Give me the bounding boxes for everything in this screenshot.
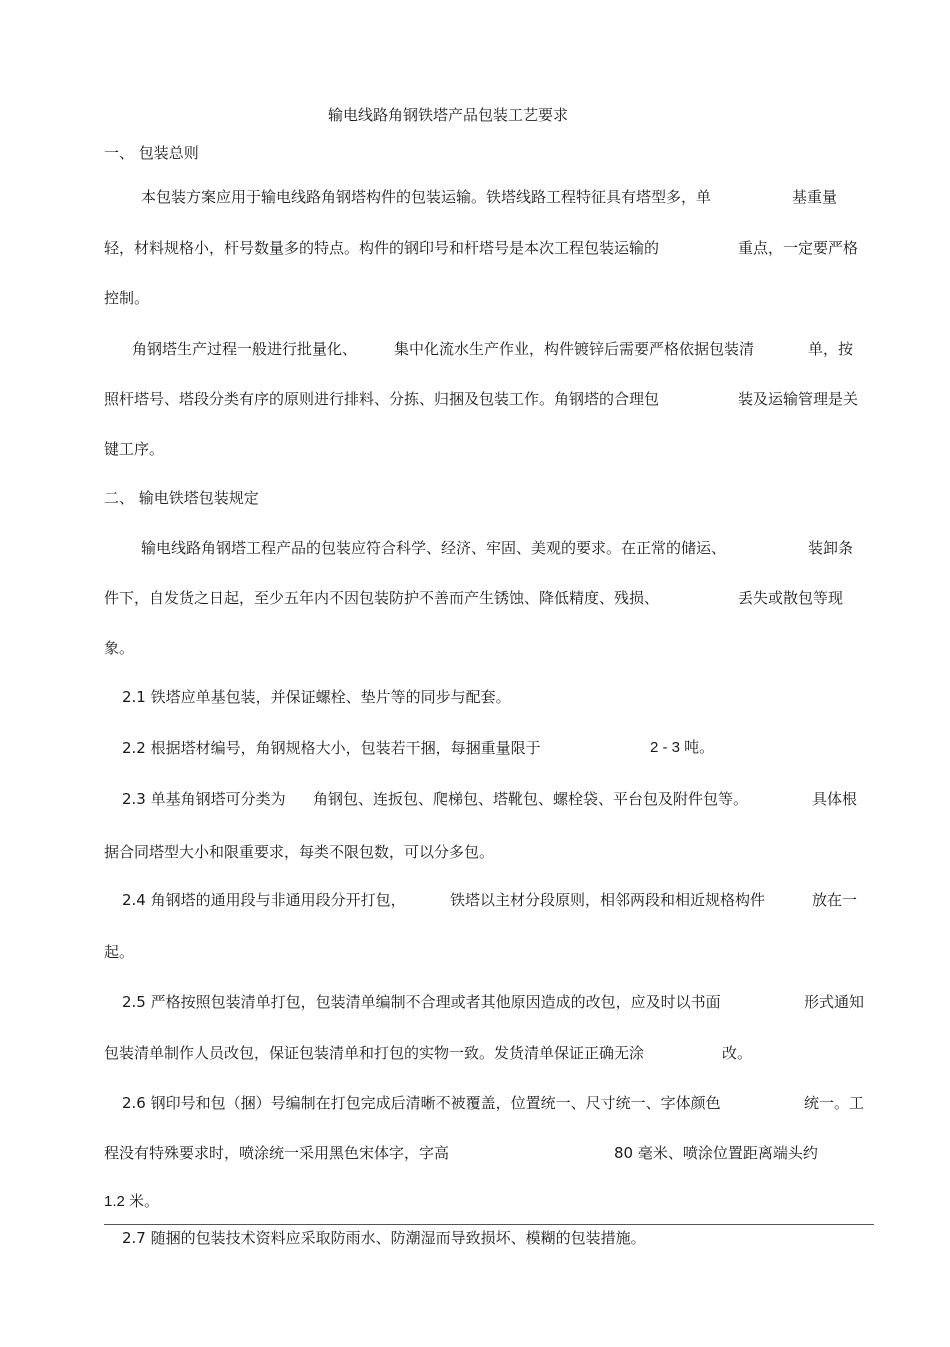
item-2-2b: 2 - 3 吨。: [650, 739, 715, 756]
item-2-3-line-1a: 2.3 单基角钢塔可分类为: [122, 790, 286, 808]
item-2-7: 2.7 随捆的包装技术资料应采取防雨水、防潮湿而导致损坏、模糊的包装措施。: [122, 1229, 646, 1247]
item-2-6-line-3: 1.2 米。: [104, 1193, 160, 1210]
item-2-6-line-1b: 统一。工: [804, 1094, 865, 1112]
item-2-4-line-2: 起。: [104, 943, 135, 961]
item-2-3-line-1c: 具体根: [812, 790, 858, 808]
section-heading-2: 二、 输电铁塔包装规定: [104, 489, 259, 507]
paragraph-3-line-1a: 输电线路角钢塔工程产品的包装应符合科学、经济、牢固、美观的要求。在正常的储运、: [141, 539, 727, 557]
paragraph-2-line-2b: 装及运输管理是关: [738, 390, 859, 408]
item-2-4-line-1c: 放在一: [812, 891, 858, 909]
paragraph-1-line-1b: 基重量: [792, 188, 838, 206]
paragraph-1-line-3: 控制。: [104, 289, 150, 307]
paragraph-2-line-1a: 角钢塔生产过程一般进行批量化、: [132, 340, 358, 358]
section-heading-1: 一、 包装总则: [104, 144, 199, 162]
paragraph-1-line-2b: 重点，一定要严格: [738, 239, 859, 257]
paragraph-3-line-2b: 丢失或散包等现: [738, 589, 844, 607]
item-2-6-line-2b: 80 毫米、喷涂位置距离端头约: [614, 1144, 818, 1162]
item-2-4-line-1a: 2.4 角钢塔的通用段与非通用段分开打包，: [122, 891, 406, 909]
paragraph-3-line-2a: 件下，自发货之日起，至少五年内不因包装防护不善而产生锈蚀、降低精度、残损、: [104, 589, 660, 607]
item-2-1: 2.1 铁塔应单基包装，并保证螺栓、垫片等的同步与配套。: [122, 688, 511, 706]
paragraph-3-line-3: 象。: [104, 639, 135, 657]
item-2-3-line-2: 据合同塔型大小和限重要求，每类不限包数，可以分多包。: [104, 843, 495, 861]
item-2-5-line-2b: 改。: [722, 1044, 753, 1062]
paragraph-3-line-1b: 装卸条: [808, 539, 854, 557]
paragraph-2-line-1c: 单，按: [808, 340, 854, 358]
item-2-5-line-2a: 包装清单制作人员改包，保证包装清单和打包的实物一致。发货清单保证正确无涂: [104, 1044, 645, 1062]
item-2-6-line-1a: 2.6 钢印号和包（捆）号编制在打包完成后清晰不被覆盖，位置统一、尺寸统一、字体颜色: [122, 1094, 721, 1112]
paragraph-2-line-1b: 集中化流水生产作业，构件镀锌后需要严格依据包装清: [394, 340, 755, 358]
paragraph-2-line-2a: 照杆塔号、塔段分类有序的原则进行排料、分拣、归捆及包装工作。角钢塔的合理包: [104, 390, 660, 408]
paragraph-1-line-2a: 轻，材料规格小，杆号数量多的特点。构件的钢印号和杆塔号是本次工程包装运输的: [104, 239, 660, 257]
paragraph-1-line-1a: 本包装方案应用于输电线路角钢塔构件的包装运输。铁塔线路工程特征具有塔型多，单: [141, 188, 712, 206]
document-title: 输电线路角钢铁塔产品包装工艺要求: [328, 106, 569, 124]
item-2-5-line-1a: 2.5 严格按照包装清单打包，包装清单编制不合理或者其他原因造成的改包，应及时以书面: [122, 993, 721, 1011]
item-2-4-line-1b: 铁塔以主材分段原则，相邻两段和相近规格构件: [450, 891, 766, 909]
horizontal-rule: [104, 1224, 874, 1225]
item-2-3-line-1b: 角钢包、连扳包、爬梯包、塔靴包、螺栓袋、平台包及附件包等。: [313, 790, 749, 808]
item-2-2a: 2.2 根据塔材编号，角钢规格大小，包装若干捆，每捆重量限于: [122, 739, 541, 757]
paragraph-2-line-3: 键工序。: [104, 440, 165, 458]
item-2-6-line-2a: 程没有特殊要求时，喷涂统一采用黑色宋体字，字高: [104, 1144, 450, 1162]
item-2-5-line-1b: 形式通知: [804, 993, 865, 1011]
